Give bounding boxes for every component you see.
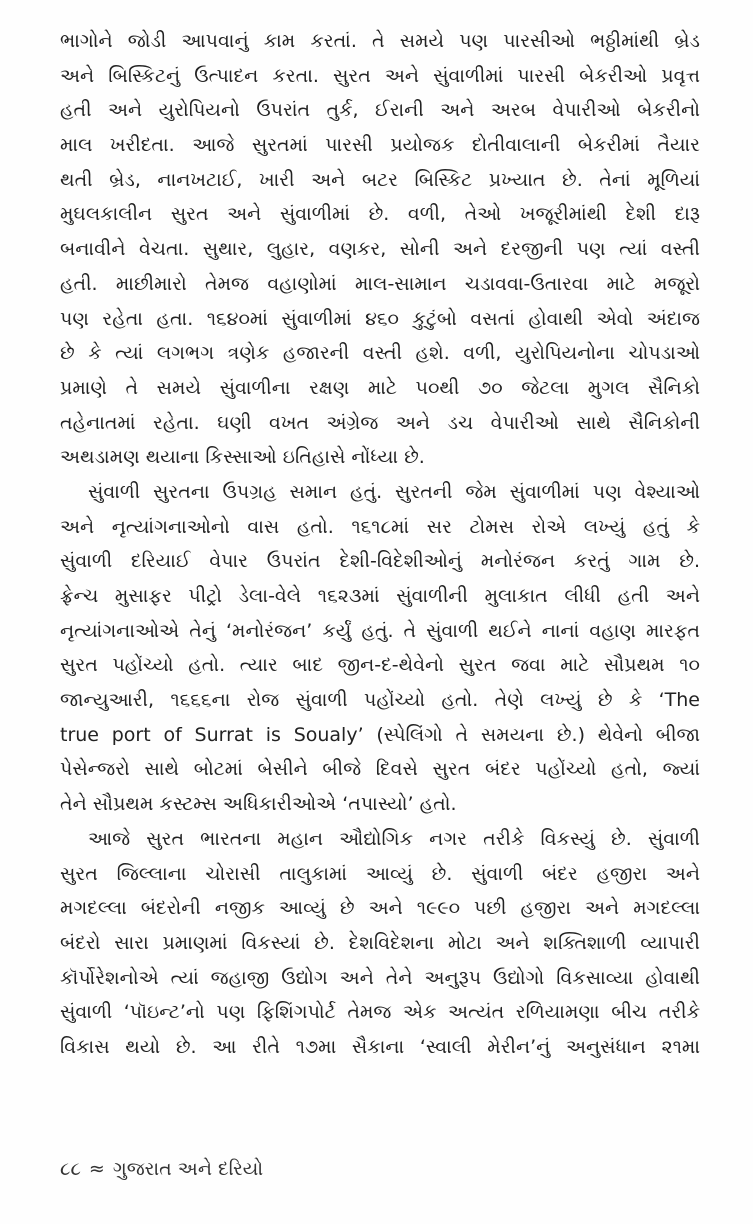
text-line: વિકાસ થયો છે. આ રીતે ૧૭મા સૈકાના ‘સ્વાલી મેરીન’નું અનુસંધાન ૨૧મા xyxy=(60,1035,700,1058)
paragraph-3 xyxy=(60,822,700,1065)
paragraph-2 xyxy=(60,475,700,822)
text-line: સુરત પહોંચ્યો હતો. ત્યાર બાદ જીન-દ-થેવેનો સુરત જવા માટે સૌપ્રથમ ૧૦ xyxy=(60,654,700,677)
text-line: નૃત્યાંગનાઓએ તેનું ‘મનોરંજન’ કર્યું હતું. તે સુંવાળી થઈને નાનાં વહાણ મારફત xyxy=(60,619,700,642)
text-line: અથડામણ થયાના કિસ્સાઓ ઇતિહાસે નોંધ્યા છે. xyxy=(60,446,425,469)
text-line: સુંવાળી ‘પૉઇન્ટ’નો પણ ફિશિંગપોર્ટ તેમજ એક અત્યંત રળિયામણા બીચ તરીકે xyxy=(60,1001,700,1024)
text-line: હતી. માછીમારો તેમજ વહાણોમાં માલ-સામાન ચડાવવા-ઉતારવા માટે મજૂરો xyxy=(60,272,700,295)
paragraph-1 xyxy=(60,24,700,475)
body-text xyxy=(60,24,700,1065)
text-line: જાન્યુઆરી, ૧૬૬૬ના રોજ સુંવાળી પહોંચ્યો હતો. તેણે લખ્યું છે કે ‘The xyxy=(60,689,700,712)
text-line: સુરત જિલ્લાના ચોરાસી તાલુકામાં આવ્યું છે. સુંવાળી બંદર હજીરા અને xyxy=(60,862,700,885)
book-title: ગુજરાત અને દરિયો xyxy=(112,1158,264,1180)
page-footer xyxy=(60,1152,263,1186)
text-line: પેસેન્જરો સાથે બોટમાં બેસીને બીજે દિવસે સુરત બંદર પહોંચ્યો હતો, જ્યાં xyxy=(60,758,700,781)
text-line: અને બિસ્કિટનું ઉત્પાદન કરતા. સુરત અને સુંવાળીમાં પારસી બેકરીઓ પ્રવૃત્ત xyxy=(60,64,700,87)
text-line: થતી બ્રેડ, નાનખટાઈ, ખારી અને બટર બિસ્કિટ પ્રખ્યાત છે. તેનાં મૂળિયાં xyxy=(60,168,700,191)
text-line: અને નૃત્યાંગનાઓનો વાસ હતો. ૧૬૧૮માં સર ટોમસ રોએ લખ્યું હતું કે xyxy=(60,515,700,538)
page-number: ૮૮ xyxy=(60,1158,81,1180)
text-line: બનાવીને વેચતા. સુથાર, લુહાર, વણકર, સોની અને દરજીની પણ ત્યાં વસ્તી xyxy=(60,238,700,261)
text-line: છે કે ત્યાં લગભગ ત્રણેક હજારની વસ્તી હશે. વળી, યુરોપિયનોના ચોપડાઓ xyxy=(60,342,700,365)
text-line: બંદરો સારા પ્રમાણમાં વિકસ્યાં છે. દેશવિદેશના મોટા અને શક્તિશાળી વ્યાપારી xyxy=(60,931,700,954)
text-line: તેને સૌપ્રથમ કસ્ટમ્સ અધિકારીઓએ ‘તપાસ્યો’ હતો. xyxy=(60,793,457,816)
text-line: તહેનાતમાં રહેતા. ઘણી વખત અંગ્રેજ અને ડચ વેપારીઓ સાથે સૈનિકોની xyxy=(60,411,700,434)
text-line: હતી અને યુરોપિયનો ઉપરાંત તુર્ક, ઈરાની અને અરબ વેપારીઓ બેકરીનો xyxy=(60,99,700,122)
text-line: આજે સુરત ભારતના મહાન ઔદ્યોગિક નગર તરીકે વિકસ્યું છે. સુંવાળી xyxy=(88,827,700,850)
text-line: કૉર્પોરેશનોએ ત્યાં જહાજી ઉદ્યોગ અને તેને અનુરૂપ ઉદ્યોગો વિકસાવ્યા હોવાથી xyxy=(60,966,700,989)
text-line: પણ રહેતા હતા. ૧૬૪૦માં સુંવાળીમાં ૪૬૦ કુટુંબો વસતાં હોવાથી એવો અંદાજ xyxy=(60,307,700,330)
text-line: ફ્રેન્ચ મુસાફર પીટ્રો ડેલા-વેલે ૧૬૨૩માં સુંવાળીની મુલાકાત લીધી હતી અને xyxy=(60,585,700,607)
text-line: માલ ખરીદતા. આજે સુરતમાં પારસી પ્રયોજક દોતીવાલાની બેકરીમાં તૈયાર xyxy=(60,134,700,157)
footer-separator: ≈ xyxy=(88,1158,105,1180)
text-line: true port of Surrat is Soualy’ (સ્પેલિંગો તે સમયના છે.) થેવેનો બીજા xyxy=(60,723,700,746)
text-line: સુંવાળી દરિયાઈ વેપાર ઉપરાંત દેશી-વિદેશીઓનું મનોરંજન કરતું ગામ છે. xyxy=(60,550,700,573)
text-line: મુઘલકાલીન સુરત અને સુંવાળીમાં છે. વળી, તેઓ ખજૂરીમાંથી દેશી દારૂ xyxy=(60,203,700,226)
text-line: મગદલ્લા બંદરોની નજીક આવ્યું છે અને ૧૯૯૦ પછી હજીરા અને મગદલ્લા xyxy=(60,897,700,920)
text-line: ભાગોને જોડી આપવાનું કામ કરતાં. તે સમયે પણ પારસીઓ ભઠ્ઠીમાંથી બ્રેડ xyxy=(60,30,700,52)
text-line: સુંવાળી સુરતના ઉપગ્રહ સમાન હતું. સુરતની જેમ સુંવાળીમાં પણ વેશ્યાઓ xyxy=(88,480,700,503)
text-line: પ્રમાણે તે સમયે સુંવાળીના રક્ષણ માટે ૫૦થી ૭૦ જેટલા મુગલ સૈનિકો xyxy=(60,376,700,399)
